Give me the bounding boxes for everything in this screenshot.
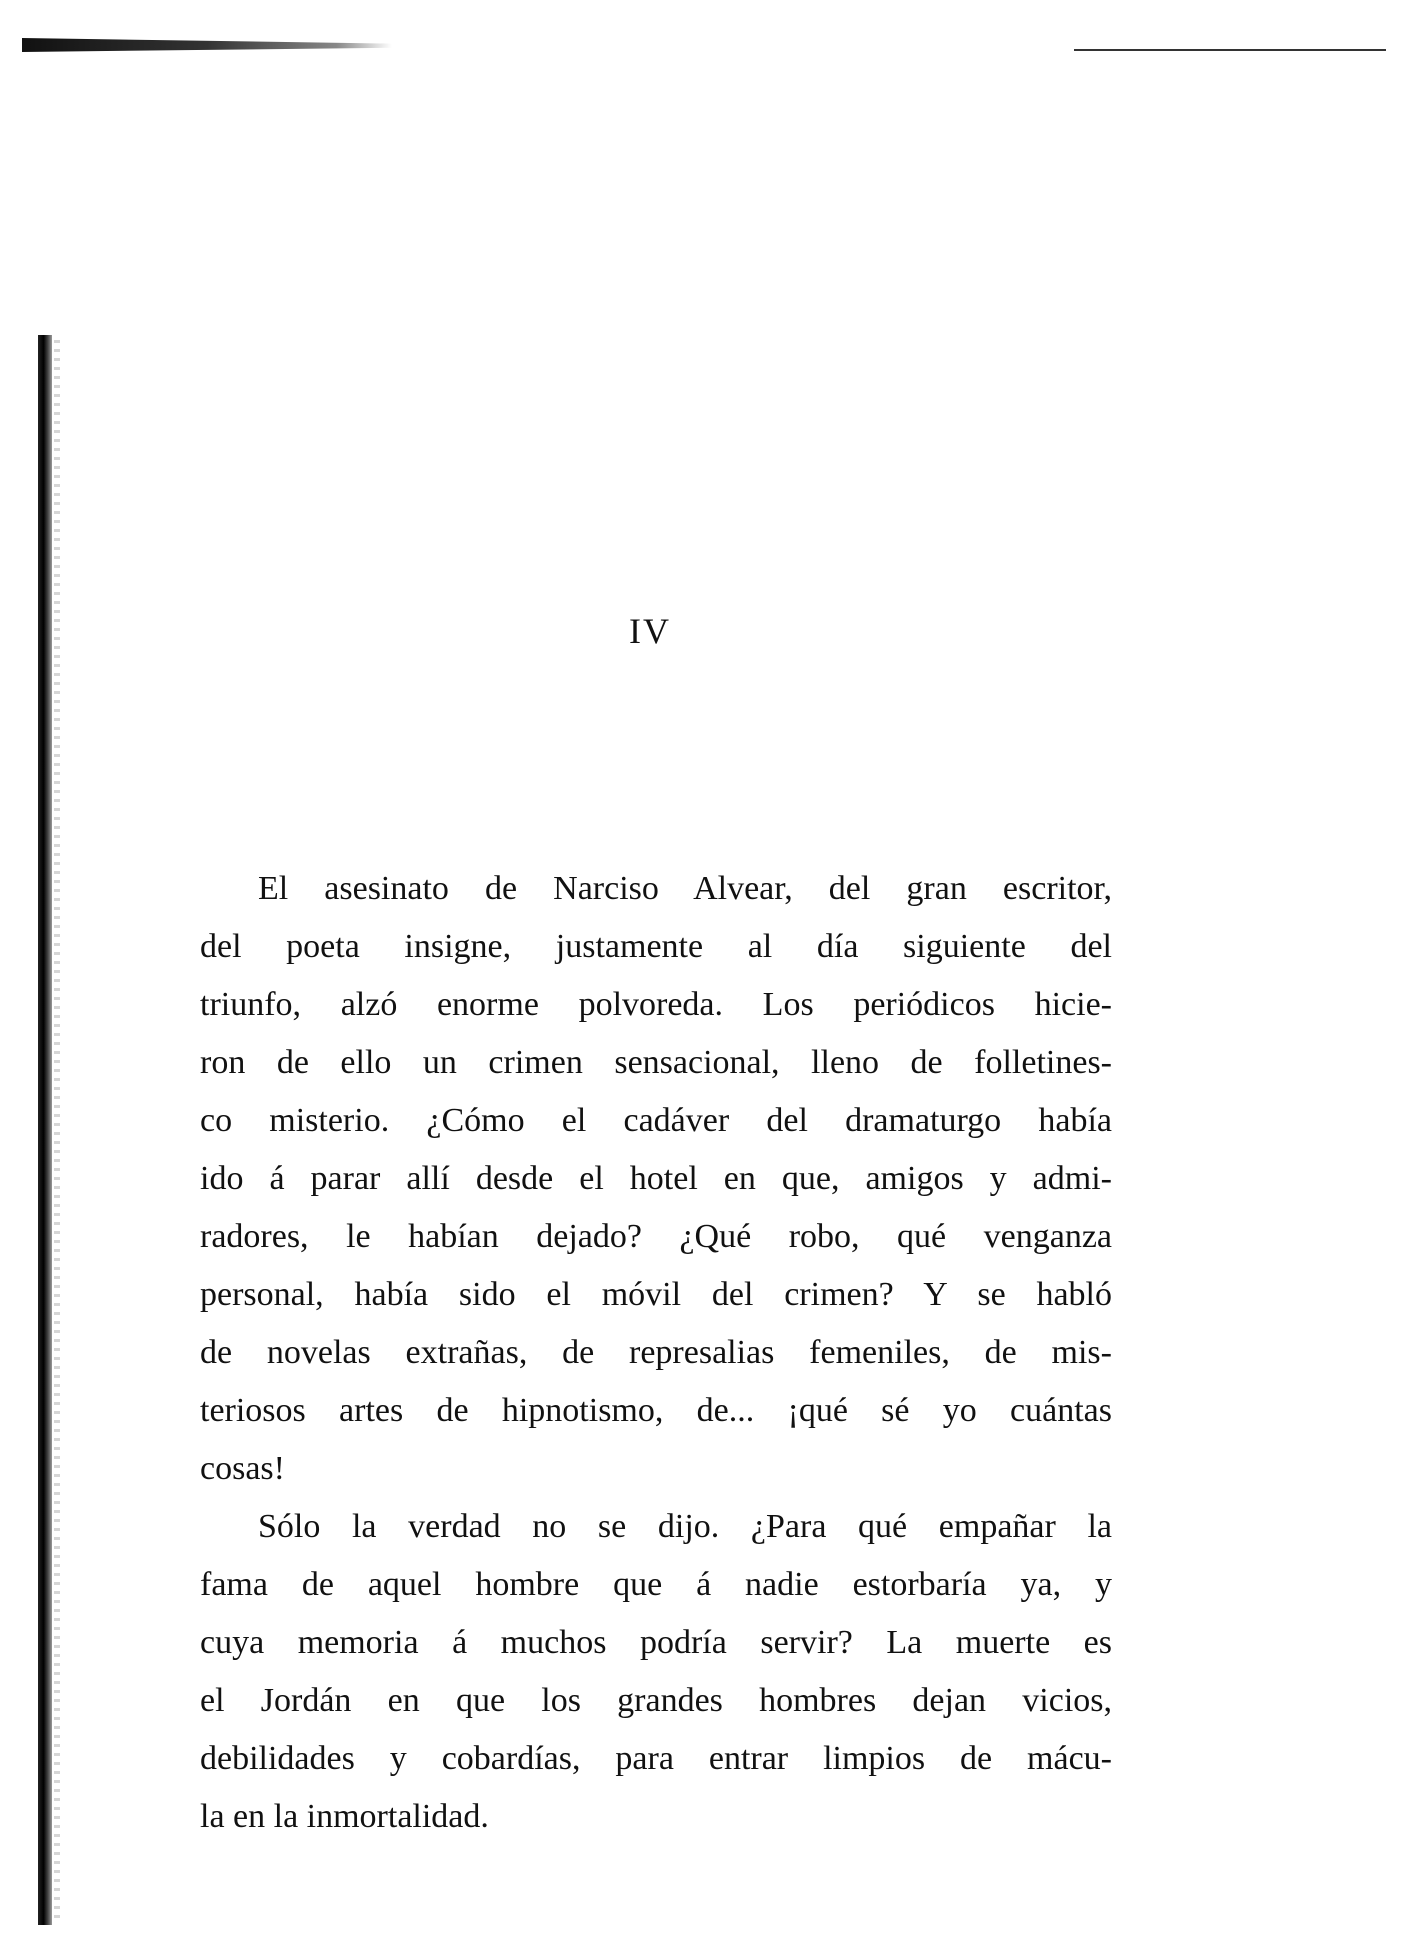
text-line: la en la inmortalidad.	[200, 1798, 489, 1835]
text-line: personal, había sido el móvil del crimen? Y se habló	[200, 1276, 1112, 1313]
scan-binding-noise	[54, 340, 60, 1920]
body-text	[200, 860, 1112, 1846]
text-line: del poeta insigne, justamente al día siguiente del	[200, 928, 1112, 965]
header-rule	[1074, 49, 1386, 51]
text-line: radores, le habían dejado? ¿Qué robo, qué venganza	[200, 1218, 1112, 1255]
text-line: el Jordán en que los grandes hombres dejan vicios,	[200, 1682, 1112, 1719]
text-line: Sólo la verdad no se dijo. ¿Para qué empañar la	[258, 1508, 1112, 1545]
text-line: debilidades y cobardías, para entrar limpios de mácu-	[200, 1740, 1112, 1777]
text-line: triunfo, alzó enorme polvoreda. Los periódicos hicie-	[200, 986, 1112, 1023]
text-line: ido á parar allí desde el hotel en que, amigos y admi-	[200, 1160, 1112, 1197]
text-line: fama de aquel hombre que á nadie estorbaría ya, y	[200, 1566, 1112, 1603]
text-line: teriosos artes de hipnotismo, de... ¡qué sé yo cuántas	[200, 1392, 1112, 1429]
chapter-heading: IV	[629, 611, 671, 651]
scan-binding-edge	[38, 335, 52, 1925]
text-line: cosas!	[200, 1450, 285, 1487]
text-line: ron de ello un crimen sensacional, lleno de folletines-	[200, 1044, 1112, 1081]
scan-smudge	[22, 38, 392, 52]
text-line: cuya memoria á muchos podría servir? La muerte es	[200, 1624, 1112, 1661]
text-line: co misterio. ¿Cómo el cadáver del dramaturgo había	[200, 1102, 1112, 1139]
text-line: El asesinato de Narciso Alvear, del gran escritor,	[258, 870, 1112, 907]
text-line: de novelas extrañas, de represalias femeniles, de mis-	[200, 1334, 1112, 1371]
